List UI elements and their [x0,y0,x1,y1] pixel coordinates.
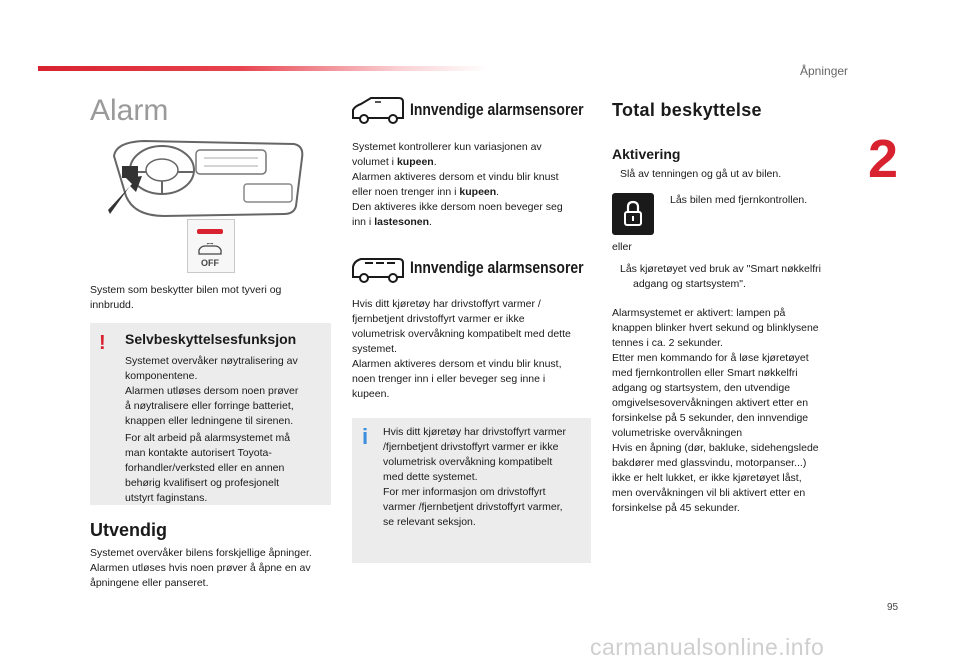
activation-description: Alarmsystemet er aktivert: lampen på knappen blinker hvert sekund og blinklysene tennes i ca. 2 sekunder. Etter men kommando for å løse kjøretøyet med fjernkontrollen eller Smart nøkkelfri adgang og startsystem, den utvendige omgivelsesovervåkningen aktivert etter en forsinkelse på 5 sekunder, den innvendige volumetriske overvåkningen Hvis en åpning (dør, bakluke, sidehengslede bakdører med glassvindu, motorpanser...) ikke er helt lukket, er ikke kjøretøyet låst, men overvåkningen vil bli aktivert etter en forsinkelse på 45 sekunder. [612,307,819,514]
warning-paragraph-1: Systemet overvåker nøytralisering av komponentene. Alarmen utløses dersom noen prøver å nøytralisere eller forringe batteriet, knappen eller ledningene til sirenen. [125,355,299,427]
warning-title: Selvbeskyttelsesfunksjon [125,331,297,347]
info-icon: i [362,424,369,449]
eller-text: eller [612,241,632,253]
utvendig-heading: Utvendig [90,520,168,540]
total-heading: Total beskyttelse [612,100,762,120]
info-text: Hvis ditt kjøretøy har drivstoffyrt varmer /fjernbetjent drivstoffyrt varmer er ikke volumetrisk overvåkning kompatibelt med dette systemet. For mer informasjon om drivstoffyrt varmer /fjernbetjent drivstoffyrt varmer, se relevant seksjon. [383,426,567,528]
minibus-icon [351,255,405,285]
dashboard-illustration [104,136,306,226]
page-title: Alarm [90,94,169,127]
padlock-icon [622,199,644,229]
step-1: Slå av tenningen og gå ut av bilen. [620,168,782,180]
sensor-text-1: Systemet kontrollerer kun variasjonen av volumet i kupeen. Alarmen aktiveres dersom et vindu blir knust eller noen trenger inn i kupeen. Den aktiveres ikke dersom noen beveger seg inn i lastesonen. [352,141,563,228]
utvendig-text: Systemet overvåker bilens forskjellige åpninger. Alarmen utløses hvis noen prøver å åpne en av åpningene eller panseret. [90,547,312,589]
sensor-heading-2: Innvendige alarmsensorer [410,258,584,277]
warning-paragraph-2: For alt arbeid på alarmsystemet må man kontakte autorisert Toyota- forhandler/verksted eller en annen behørig kvalifisert og profesjonelt utstyrt faginstans. [125,432,291,504]
warning-icon: ! [99,332,106,354]
chapter-number: 2 [868,129,899,189]
step-3: Lås kjøretøyet ved bruk av "Smart nøkkelfri adgang og startsystem". [620,263,821,290]
sensor-text-2: Hvis ditt kjøretøy har drivstoffyrt varmer / fjernbetjent drivstoffyrt varmer er ikke volumetrisk overvåkning kompatibelt med dette systemet. Alarmen aktiveres dersom et vindu blir knust, noen trenger inn i eller beveger seg inne i kupeen. [352,298,571,400]
van-icon [351,96,405,126]
alarm-intro: System som beskytter bilen mot tyveri og innbrudd. [90,284,282,311]
alarm-off-label: OFF [201,258,219,268]
watermark: carmanualsonline.info [590,634,825,660]
aktivering-heading: Aktivering [612,146,681,162]
section-label: Åpninger [800,64,849,78]
sensor-heading-1: Innvendige alarmsensorer [410,100,584,119]
step-2: Lås bilen med fjernkontrollen. [670,194,808,206]
car-alarm-icon [195,243,225,257]
alarm-indicator-lamp [197,229,223,234]
header-accent-bar [38,66,488,71]
page-number: 95 [887,602,899,613]
